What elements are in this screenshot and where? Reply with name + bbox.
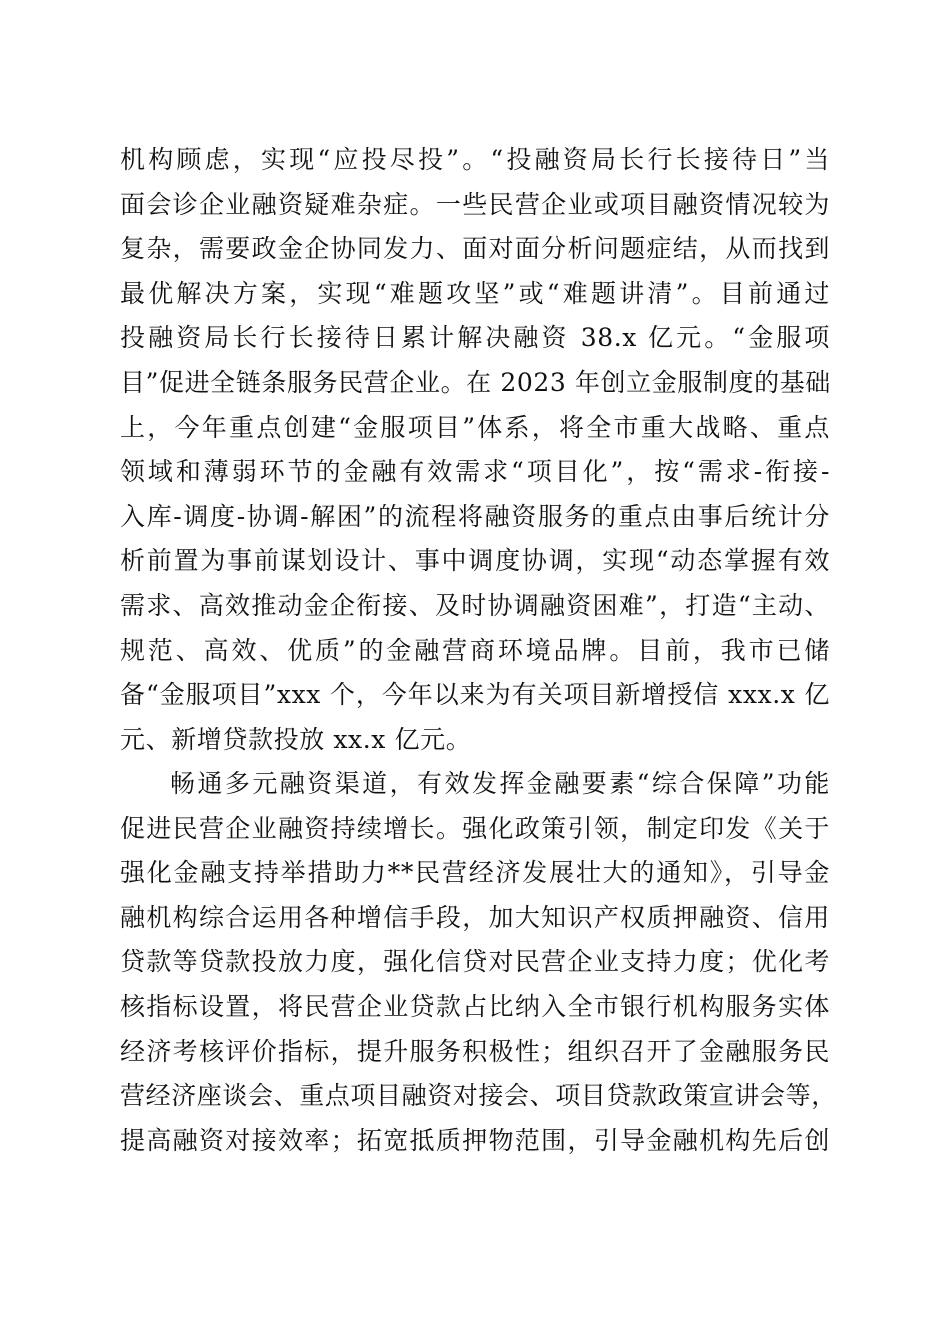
paragraph-1-line-1: 机构顾虑，实现“应投尽投”。“投融资局长行长接待日”当 bbox=[120, 145, 830, 174]
paragraph-1-line-10: 析前置为事前谋划设计、事中调度协调，实现“动态掌握有效 bbox=[120, 546, 830, 576]
paragraph-1-line-9: 入库-调度-协调-解困”的流程将融资服务的重点由事后统计分 bbox=[120, 501, 830, 531]
paragraph-1-line-14: 元、新增贷款投放 xx.x 亿元。 bbox=[120, 724, 472, 754]
paragraph-1 bbox=[120, 138, 830, 762]
paragraph-1-line-2: 面会诊企业融资疑难杂症。一些民营企业或项目融资情况较为 bbox=[120, 189, 830, 219]
paragraph-2-line-9: 提高融资对接效率；拓宽抵质押物范围，引导金融机构先后创 bbox=[120, 1125, 830, 1155]
paragraph-2-line-2: 促进民营企业融资持续增长。强化政策引领，制定印发《关于 bbox=[120, 813, 830, 843]
paragraph-2-line-6: 核指标设置，将民营企业贷款占比纳入全市银行机构服务实体 bbox=[120, 991, 830, 1021]
paragraph-1-line-8: 领域和薄弱环节的金融有效需求“项目化”，按“需求-衔接- bbox=[120, 457, 830, 487]
paragraph-2-line-7: 经济考核评价指标，提升服务积极性；组织召开了金融服务民 bbox=[120, 1036, 830, 1066]
paragraph-1-line-6: 目”促进全链条服务民营企业。在 2023 年创立金服制度的基础 bbox=[120, 367, 831, 397]
paragraph-2-line-5: 贷款等贷款投放力度，强化信贷对民营企业支持力度；优化考 bbox=[120, 947, 830, 977]
paragraph-1-line-7: 上，今年重点创建“金服项目”体系，将全市重大战略、重点 bbox=[120, 412, 830, 442]
paragraph-2-line-1: 畅通多元融资渠道，有效发挥金融要素“综合保障”功能 bbox=[170, 769, 830, 798]
paragraph-2 bbox=[120, 762, 837, 1163]
paragraph-1-line-12: 规范、高效、优质”的金融营商环境品牌。目前，我市已储 bbox=[120, 635, 830, 665]
paragraph-2-line-8: 营经济座谈会、重点项目融资对接会、项目贷款政策宣讲会等， bbox=[120, 1081, 837, 1111]
paragraph-2-line-3: 强化金融支持举措助力**民营经济发展壮大的通知》，引导金 bbox=[120, 858, 830, 888]
paragraph-1-line-13: 备“金服项目”xxx 个，今年以来为有关项目新增授信 xxx.x 亿 bbox=[120, 680, 830, 710]
paragraph-1-line-11: 需求、高效推动金企衔接、及时协调融资困难”，打造“主动、 bbox=[120, 590, 830, 620]
paragraph-1-line-5: 投融资局长行长接待日累计解决融资 38.x 亿元。“金服项 bbox=[120, 323, 830, 353]
paragraph-1-line-3: 复杂，需要政金企协同发力、面对面分析问题症结，从而找到 bbox=[120, 234, 830, 264]
paragraph-1-line-4: 最优解决方案，实现“难题攻坚”或“难题讲清”。目前通过 bbox=[120, 278, 830, 308]
paragraph-2-line-4: 融机构综合运用各种增信手段，加大知识产权质押融资、信用 bbox=[120, 902, 830, 932]
